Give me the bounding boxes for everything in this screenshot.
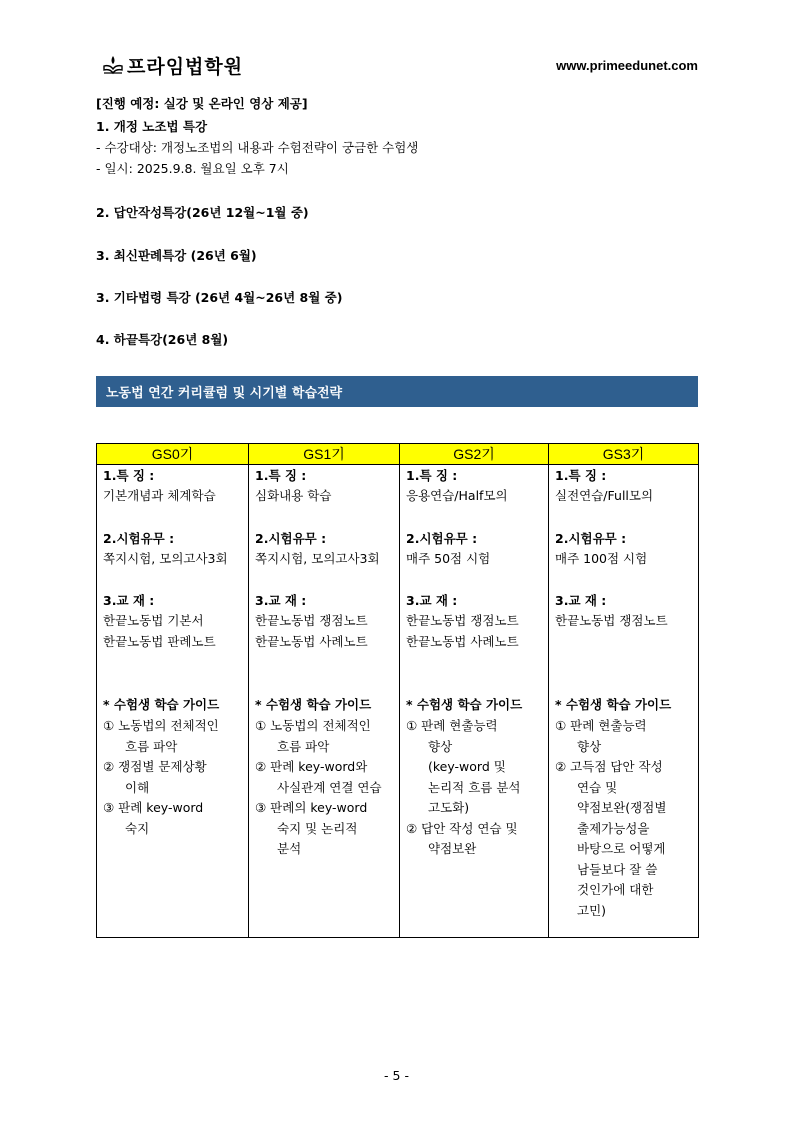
guide-line: 향상 xyxy=(428,738,453,754)
guide-line: 약점보완 xyxy=(428,841,477,856)
material-text: 한끝노동법 쟁점노트 xyxy=(406,613,519,628)
guide-line: ③ 판례 key-word xyxy=(103,800,204,815)
guide-label: * 수험생 학습 가이드 xyxy=(406,697,523,712)
schedule-item-1-target: - 수강대상: 개정노조법의 내용과 수험전략이 궁금한 수험생 xyxy=(96,140,419,155)
material-text: 한끝노동법 사례노트 xyxy=(255,634,368,649)
material-label: 3.교 재 : xyxy=(555,593,607,608)
column-cell-gs0 xyxy=(97,465,249,938)
exam-text: 매주 100점 시험 xyxy=(555,551,648,566)
material-label: 3.교 재 : xyxy=(103,593,155,608)
column-cell-gs1 xyxy=(249,465,400,938)
schedule-item-1-date: - 일시: 2025.9.8. 월요일 오후 7시 xyxy=(96,161,289,176)
feature-label: 1.특 징 : xyxy=(555,468,607,483)
exam-text: 매주 50점 시험 xyxy=(406,551,491,566)
column-cell-gs2 xyxy=(400,465,549,938)
guide-line: ② 고득점 답안 작성 xyxy=(555,759,663,774)
guide-line: 것인가에 대한 xyxy=(577,882,654,897)
guide-line: 고민) xyxy=(577,902,607,918)
open-book-icon xyxy=(103,54,123,76)
guide-line: 남들보다 잘 쓸 xyxy=(577,861,658,877)
exam-label: 2.시험유무 : xyxy=(555,531,627,546)
material-label: 3.교 재 : xyxy=(255,593,307,608)
material-text: 한끝노동법 기본서 xyxy=(103,613,204,628)
guide-line: ① 판례 현출능력 xyxy=(555,718,647,733)
guide-line: 흐름 파악 xyxy=(277,738,330,754)
material-text: 한끝노동법 쟁점노트 xyxy=(255,613,368,628)
material-text: 한끝노동법 사례노트 xyxy=(406,634,519,649)
guide-line: (key-word 및 xyxy=(428,759,506,774)
schedule-item-1-title: 1. 개정 노조법 특강 xyxy=(96,119,208,134)
column-header: GS3기 xyxy=(549,444,699,465)
feature-label: 1.특 징 : xyxy=(103,468,155,483)
column-header: GS2기 xyxy=(400,444,549,465)
guide-line: 바탕으로 어떻게 xyxy=(577,841,666,856)
material-label: 3.교 재 : xyxy=(406,593,458,608)
exam-text: 쪽지시험, 모의고사3회 xyxy=(255,551,380,566)
header-logo xyxy=(103,52,243,78)
material-text: 한끝노동법 쟁점노트 xyxy=(555,613,668,628)
schedule-item-4: 3. 기타법령 특강 (26년 4월~26년 8월 중) xyxy=(96,290,343,305)
guide-label: * 수험생 학습 가이드 xyxy=(555,697,672,712)
guide-line: ① 노동법의 전체적인 xyxy=(255,718,371,733)
feature-text: 응용연습/Half모의 xyxy=(406,488,508,503)
exam-label: 2.시험유무 : xyxy=(255,531,327,546)
feature-text: 기본개념과 체계학습 xyxy=(103,488,216,503)
guide-line: 숙지 및 논리적 xyxy=(277,820,358,836)
guide-line: ① 판례 현출능력 xyxy=(406,718,498,733)
column-header: GS1기 xyxy=(249,444,400,465)
curriculum-banner xyxy=(96,376,698,407)
guide-line: ② 쟁점별 문제상황 xyxy=(103,759,207,774)
table-header-row xyxy=(97,444,699,465)
feature-text: 심화내용 학습 xyxy=(255,488,332,503)
guide-line: 출제가능성을 xyxy=(577,820,650,836)
column-header: GS0기 xyxy=(97,444,249,465)
feature-label: 1.특 징 : xyxy=(255,468,307,483)
banner-title: 노동법 연간 커리큘럼 및 시기별 학습전략 xyxy=(106,386,343,401)
feature-text: 실전연습/Full모의 xyxy=(555,488,654,503)
guide-line: 숙지 xyxy=(125,820,150,836)
header-url: www.primeedunet.com xyxy=(556,58,698,73)
curriculum-table xyxy=(96,443,699,938)
guide-label: * 수험생 학습 가이드 xyxy=(103,697,220,712)
exam-label: 2.시험유무 : xyxy=(406,531,478,546)
guide-line: 약점보완(쟁점별 xyxy=(577,800,667,815)
guide-line: 연습 및 xyxy=(577,779,618,795)
exam-label: 2.시험유무 : xyxy=(103,531,175,546)
logo-text: 프라임법학원 xyxy=(127,55,244,78)
schedule-item-2: 2. 답안작성특강(26년 12월~1월 중) xyxy=(96,205,309,220)
guide-line: 사실관계 연결 연습 xyxy=(277,779,382,795)
schedule-item-5: 4. 하끝특강(26년 8월) xyxy=(96,332,229,347)
schedule-item-3: 3. 최신판례특강 (26년 6월) xyxy=(96,248,257,263)
guide-line: ③ 판례의 key-word xyxy=(255,800,368,815)
page-number: - 5 - xyxy=(384,1068,409,1083)
guide-line: 분석 xyxy=(277,841,302,856)
column-cell-gs3 xyxy=(549,465,699,938)
guide-line: 이해 xyxy=(125,779,150,795)
guide-line: 향상 xyxy=(577,738,602,754)
guide-line: ② 판례 key-word와 xyxy=(255,759,368,774)
guide-line: 고도화) xyxy=(428,800,470,815)
guide-line: ① 노동법의 전체적인 xyxy=(103,718,219,733)
feature-label: 1.특 징 : xyxy=(406,468,458,483)
table-row xyxy=(97,465,699,938)
guide-line: ② 답안 작성 연습 및 xyxy=(406,820,518,836)
guide-label: * 수험생 학습 가이드 xyxy=(255,697,372,712)
exam-text: 쪽지시험, 모의고사3회 xyxy=(103,551,228,566)
schedule-heading: [진행 예정: 실강 및 온라인 영상 제공] xyxy=(96,96,308,111)
guide-line: 흐름 파악 xyxy=(125,738,178,754)
guide-line: 논리적 흐름 분석 xyxy=(428,779,521,795)
material-text: 한끝노동법 판례노트 xyxy=(103,634,216,649)
